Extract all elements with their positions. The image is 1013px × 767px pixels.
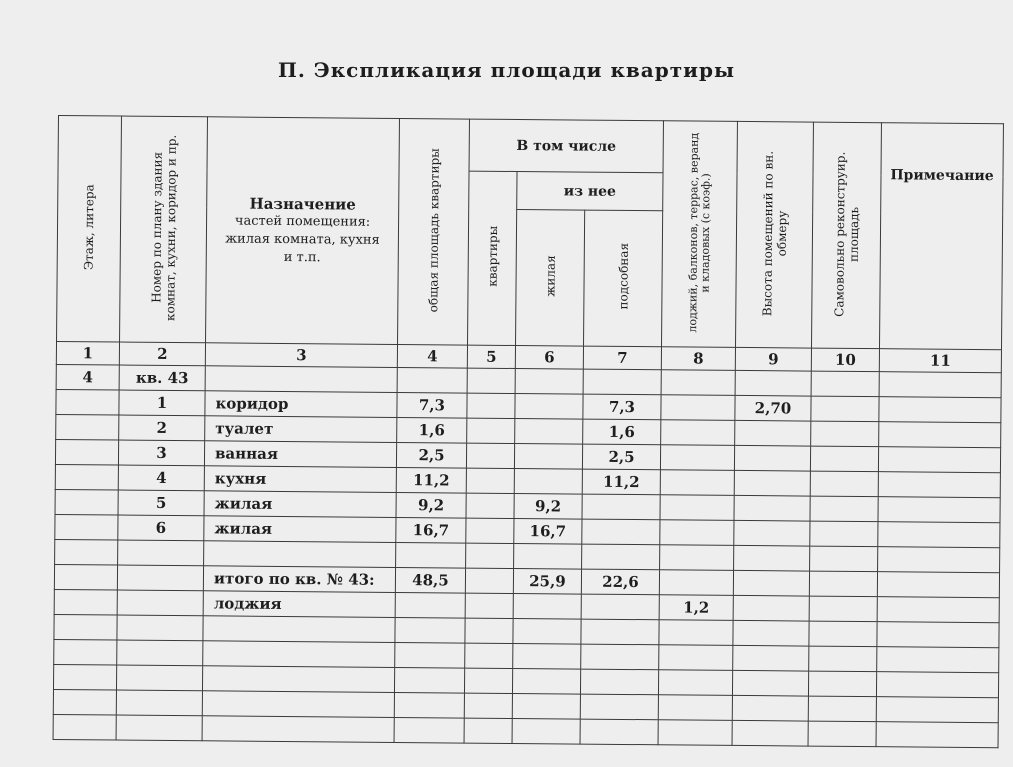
cell-plan-number: 5 [118,490,204,516]
cell-unauthorized [810,496,878,522]
cell-living [512,718,580,744]
cell-utility: 1,6 [583,419,661,445]
cell-loggia [658,695,732,721]
cell-floor [55,514,118,540]
cell-loggia [661,370,735,396]
cell-note [878,522,1000,548]
explication-table [53,115,1004,748]
cell-apartment [467,393,515,418]
cell-note [878,447,1000,473]
cell-unauthorized [810,546,878,572]
cell-height [734,445,810,471]
cell-floor [55,439,118,465]
cell-plan-number [117,565,203,591]
cell-floor [56,389,119,415]
cell-note [879,422,1001,448]
cell-plan-number: 2 [119,415,205,441]
cell-loggia [658,720,732,746]
cell-note [877,572,999,598]
cell-total-area: 48,5 [395,567,465,593]
cell-living [515,393,583,419]
cell-total-area [396,542,466,568]
cell-plan-number: 6 [118,515,204,541]
cell-note [877,647,999,673]
cell-unauthorized [811,371,879,397]
cell-plan-number: 3 [118,440,204,466]
column-number: 4 [397,344,467,368]
cell-floor [53,664,116,690]
cell-apartment [464,668,512,693]
cell-floor [55,539,118,565]
cell-plan-number [116,690,202,716]
header-height: Высота помещений по вн. обмеру [736,121,814,348]
cell-purpose [204,541,396,568]
cell-floor [56,414,119,440]
cell-total-area [394,692,464,718]
column-number: 6 [515,346,583,370]
column-number: 1 [56,341,119,365]
cell-apartment [467,368,515,393]
cell-unauthorized [811,396,879,422]
cell-loggia [660,495,734,521]
column-number: 2 [119,342,205,366]
cell-utility [581,644,659,670]
cell-plan-number [117,615,203,641]
header-including: В том числе [469,119,663,173]
header-note: Примечание [880,123,1004,350]
cell-purpose: жилая [204,491,396,518]
cell-loggia [661,395,735,421]
cell-total-area [397,367,467,393]
header-living: жилая [516,210,585,347]
cell-height: 2,70 [735,395,811,421]
cell-height [732,670,808,696]
cell-loggia [661,420,735,446]
cell-purpose: итого по кв. № 43: [203,566,395,593]
cell-total-area [395,617,465,643]
cell-apartment [464,693,512,718]
cell-height [735,420,811,446]
column-number: 9 [735,347,811,371]
cell-purpose: ванная [204,441,396,468]
cell-loggia: 1,2 [659,595,733,621]
cell-height [735,370,811,396]
cell-height [733,570,809,596]
cell-floor [53,689,116,715]
cell-floor [55,464,118,490]
cell-plan-number [118,540,204,566]
cell-purpose [205,366,397,393]
cell-note [878,497,1000,523]
cell-note [879,372,1001,398]
column-number: 10 [811,348,879,372]
cell-utility [580,669,658,695]
cell-purpose: кухня [204,466,396,493]
cell-unauthorized [808,721,876,747]
column-number: 8 [661,347,735,371]
cell-utility: 7,3 [583,394,661,420]
cell-living: 25,9 [513,568,581,594]
cell-living [515,418,583,444]
column-number: 7 [583,346,661,370]
cell-loggia [659,645,733,671]
cell-utility [582,494,660,520]
cell-plan-number [116,665,202,691]
cell-purpose: коридор [205,391,397,418]
cell-utility: 2,5 [582,444,660,470]
cell-unauthorized [808,671,876,697]
cell-total-area: 11,2 [396,467,466,493]
cell-purpose: жилая [204,516,396,543]
cell-apartment [465,593,513,618]
cell-utility [581,619,659,645]
header-unauthorized: Самовольно реконструир. площадь [812,122,882,349]
cell-loggia [658,670,732,696]
header-utility: подсобная [584,210,663,347]
column-number: 5 [467,345,515,368]
cell-total-area: 9,2 [396,492,466,518]
cell-note [879,397,1001,423]
cell-unauthorized [809,646,877,672]
cell-living [512,668,580,694]
cell-plan-number: 1 [119,390,205,416]
cell-total-area: 2,5 [396,442,466,468]
header-of-which: из нее [517,172,663,211]
cell-floor [54,639,117,665]
cell-apartment [466,493,514,518]
cell-living [512,693,580,719]
cell-utility [582,544,660,570]
cell-total-area [395,642,465,668]
cell-purpose [202,691,394,718]
cell-note [876,697,998,723]
cell-unauthorized [811,421,879,447]
cell-height [732,695,808,721]
cell-utility: 22,6 [581,569,659,595]
cell-plan-number [117,590,203,616]
cell-purpose [203,641,395,668]
cell-floor [53,714,116,740]
cell-loggia [659,570,733,596]
cell-plan-number [116,715,202,741]
cell-utility: 11,2 [582,469,660,495]
cell-loggia [660,470,734,496]
cell-plan-number: 4 [118,465,204,491]
cell-purpose: лоджия [203,591,395,618]
cell-height [734,495,810,521]
cell-living [513,643,581,669]
header-plan-number: Номер по плану здания комнат, кухни, коридор и пр. [120,116,208,343]
cell-unauthorized [810,446,878,472]
cell-note [876,722,998,748]
cell-total-area: 7,3 [397,392,467,418]
cell-plan-number [117,640,203,666]
cell-utility [583,369,661,395]
cell-living [513,593,581,619]
cell-apartment [465,618,513,643]
cell-loggia [659,620,733,646]
cell-unauthorized [810,521,878,547]
document-title: П. Экспликация площади квартиры [277,58,735,82]
cell-loggia [660,445,734,471]
column-number: 3 [205,343,397,368]
cell-purpose [202,666,394,693]
cell-apartment [465,643,513,668]
column-number: 11 [879,349,1001,373]
cell-floor [54,614,117,640]
cell-living: 9,2 [514,493,582,519]
cell-living [514,543,582,569]
cell-apartment [465,568,513,593]
header-apartment: квартиры [468,171,518,345]
cell-note [877,622,999,648]
cell-loggia [660,520,734,546]
cell-apartment [466,543,514,568]
cell-living [514,468,582,494]
cell-height [733,645,809,671]
cell-living [515,369,583,395]
cell-floor [54,589,117,615]
cell-living [514,443,582,469]
cell-unauthorized [809,571,877,597]
cell-floor: 4 [56,364,119,390]
cell-purpose [202,716,394,743]
cell-apartment [466,518,514,543]
cell-apartment [466,468,514,493]
cell-unauthorized [809,596,877,622]
cell-unauthorized [810,471,878,497]
cell-height [732,720,808,746]
cell-unauthorized [809,621,877,647]
cell-note [877,597,999,623]
cell-plan-number: кв. 43 [119,365,205,391]
header-floor: Этаж, литера [57,116,122,343]
cell-utility [580,719,658,745]
cell-note [878,472,1000,498]
header-total-area: общая площадь квартиры [398,118,470,345]
cell-purpose [203,616,395,643]
cell-floor [55,489,118,515]
cell-note [878,547,1000,573]
cell-living [513,618,581,644]
cell-purpose: туалет [205,416,397,443]
cell-height [734,545,810,571]
cell-apartment [464,718,512,743]
cell-loggia [660,545,734,571]
cell-total-area [395,592,465,618]
cell-total-area: 1,6 [397,417,467,443]
cell-utility [580,694,658,720]
cell-note [876,672,998,698]
cell-living: 16,7 [514,518,582,544]
cell-height [734,520,810,546]
cell-height [733,620,809,646]
cell-utility [582,519,660,545]
header-purpose: Назначение частей помещения: жилая комната, кухня и т.п. [206,117,400,345]
cell-height [734,470,810,496]
table-body [53,364,1001,747]
cell-apartment [467,418,515,443]
cell-height [733,595,809,621]
cell-total-area [394,667,464,693]
cell-total-area [394,717,464,743]
cell-utility [581,594,659,620]
header-loggia: лоджий, балконов, террас, веранд и кладовых (с коэф.) [662,121,738,348]
cell-total-area: 16,7 [396,517,466,543]
cell-floor [54,564,117,590]
cell-unauthorized [808,696,876,722]
cell-apartment [466,443,514,468]
